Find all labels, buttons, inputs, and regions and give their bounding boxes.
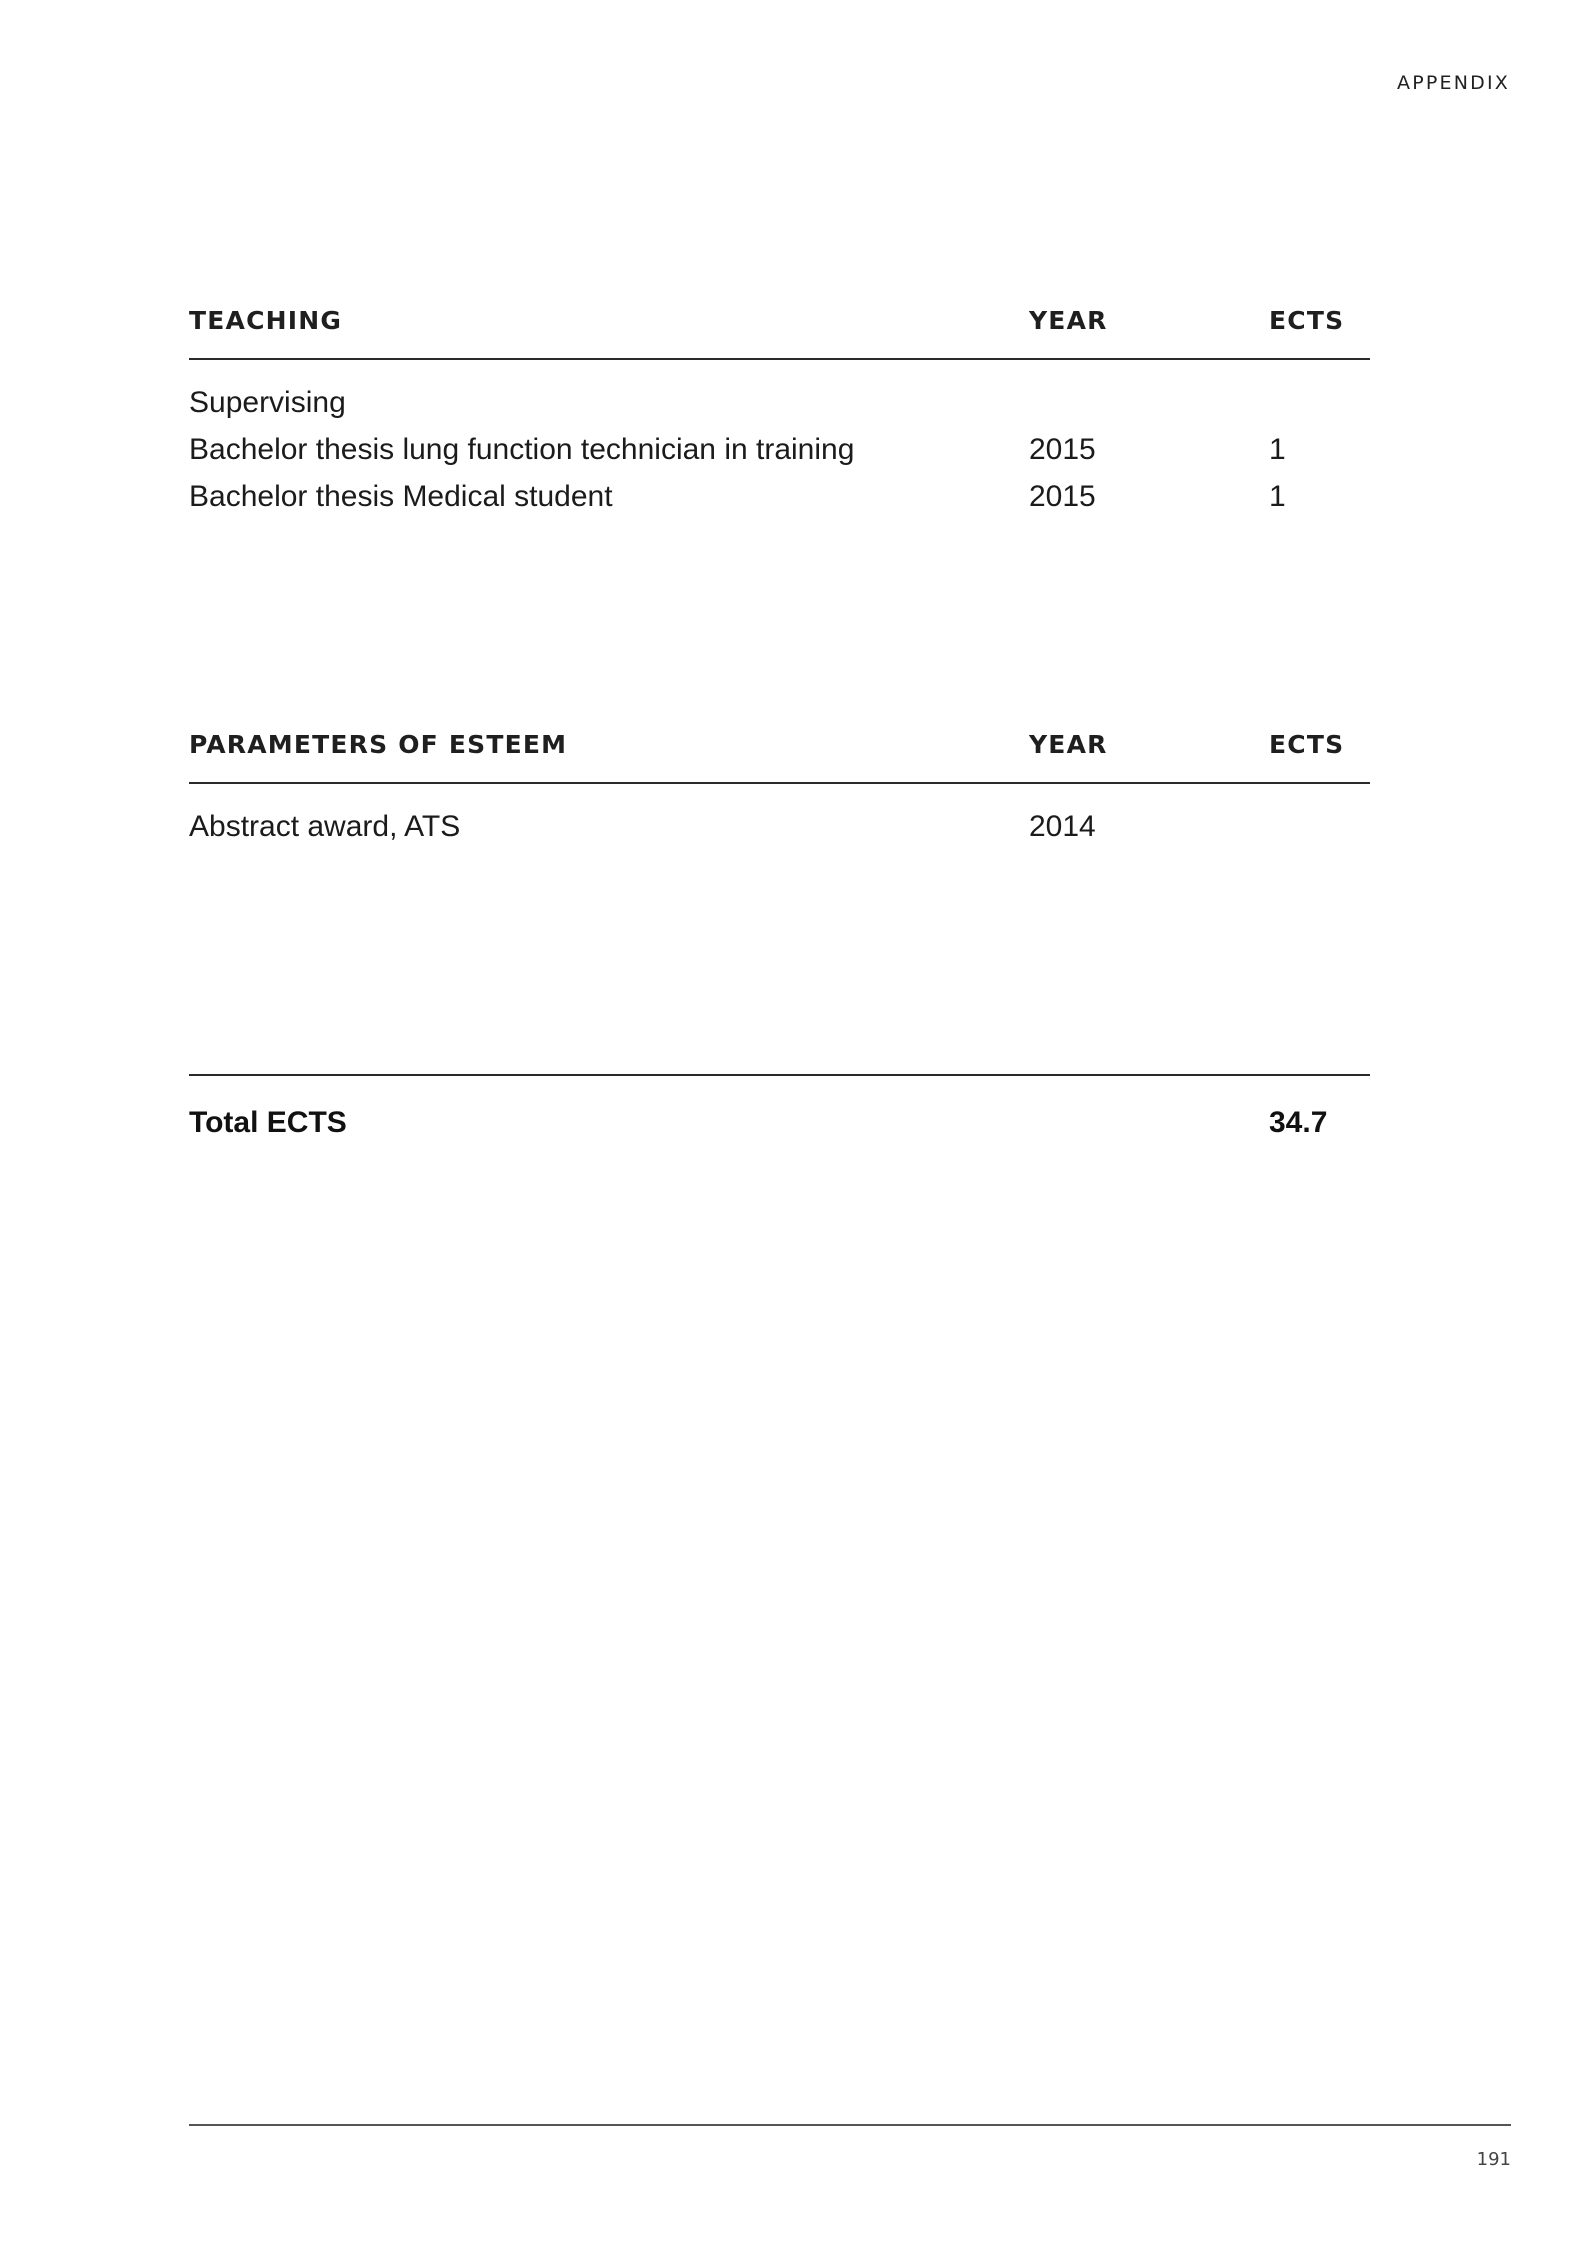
row-ects: 1 <box>1269 433 1286 466</box>
row-title: Abstract award, ATS <box>189 810 461 843</box>
total-ects-section <box>189 1074 1370 1139</box>
page-number: 191 <box>1476 2149 1511 2170</box>
footer-divider <box>189 2124 1511 2126</box>
row-ects: 1 <box>1269 480 1286 513</box>
running-header: APPENDIX <box>1397 72 1510 94</box>
esteem-table <box>189 726 1370 857</box>
row-title: Supervising <box>189 386 346 419</box>
teaching-heading: TEACHING <box>189 306 343 335</box>
total-value: 34.7 <box>1269 1106 1328 1139</box>
row-year: 2015 <box>1029 433 1096 466</box>
row-year: 2014 <box>1029 810 1096 843</box>
esteem-ects-header: ECTS <box>1269 730 1345 759</box>
table-row <box>189 810 1370 857</box>
esteem-heading: PARAMETERS OF ESTEEM <box>189 730 568 759</box>
row-year: 2015 <box>1029 480 1096 513</box>
table-row <box>189 386 1370 433</box>
esteem-year-header: YEAR <box>1029 730 1108 759</box>
teaching-table <box>189 302 1370 527</box>
row-title: Bachelor thesis Medical student <box>189 480 613 513</box>
esteem-header-row <box>189 726 1370 784</box>
teaching-header-row <box>189 302 1370 360</box>
row-title: Bachelor thesis lung function technician in training <box>189 433 855 466</box>
table-row <box>189 480 1370 527</box>
total-row <box>189 1076 1370 1139</box>
table-row <box>189 433 1370 480</box>
teaching-year-header: YEAR <box>1029 306 1108 335</box>
total-label: Total ECTS <box>189 1106 347 1139</box>
esteem-rows <box>189 784 1370 857</box>
teaching-ects-header: ECTS <box>1269 306 1345 335</box>
teaching-rows <box>189 360 1370 527</box>
